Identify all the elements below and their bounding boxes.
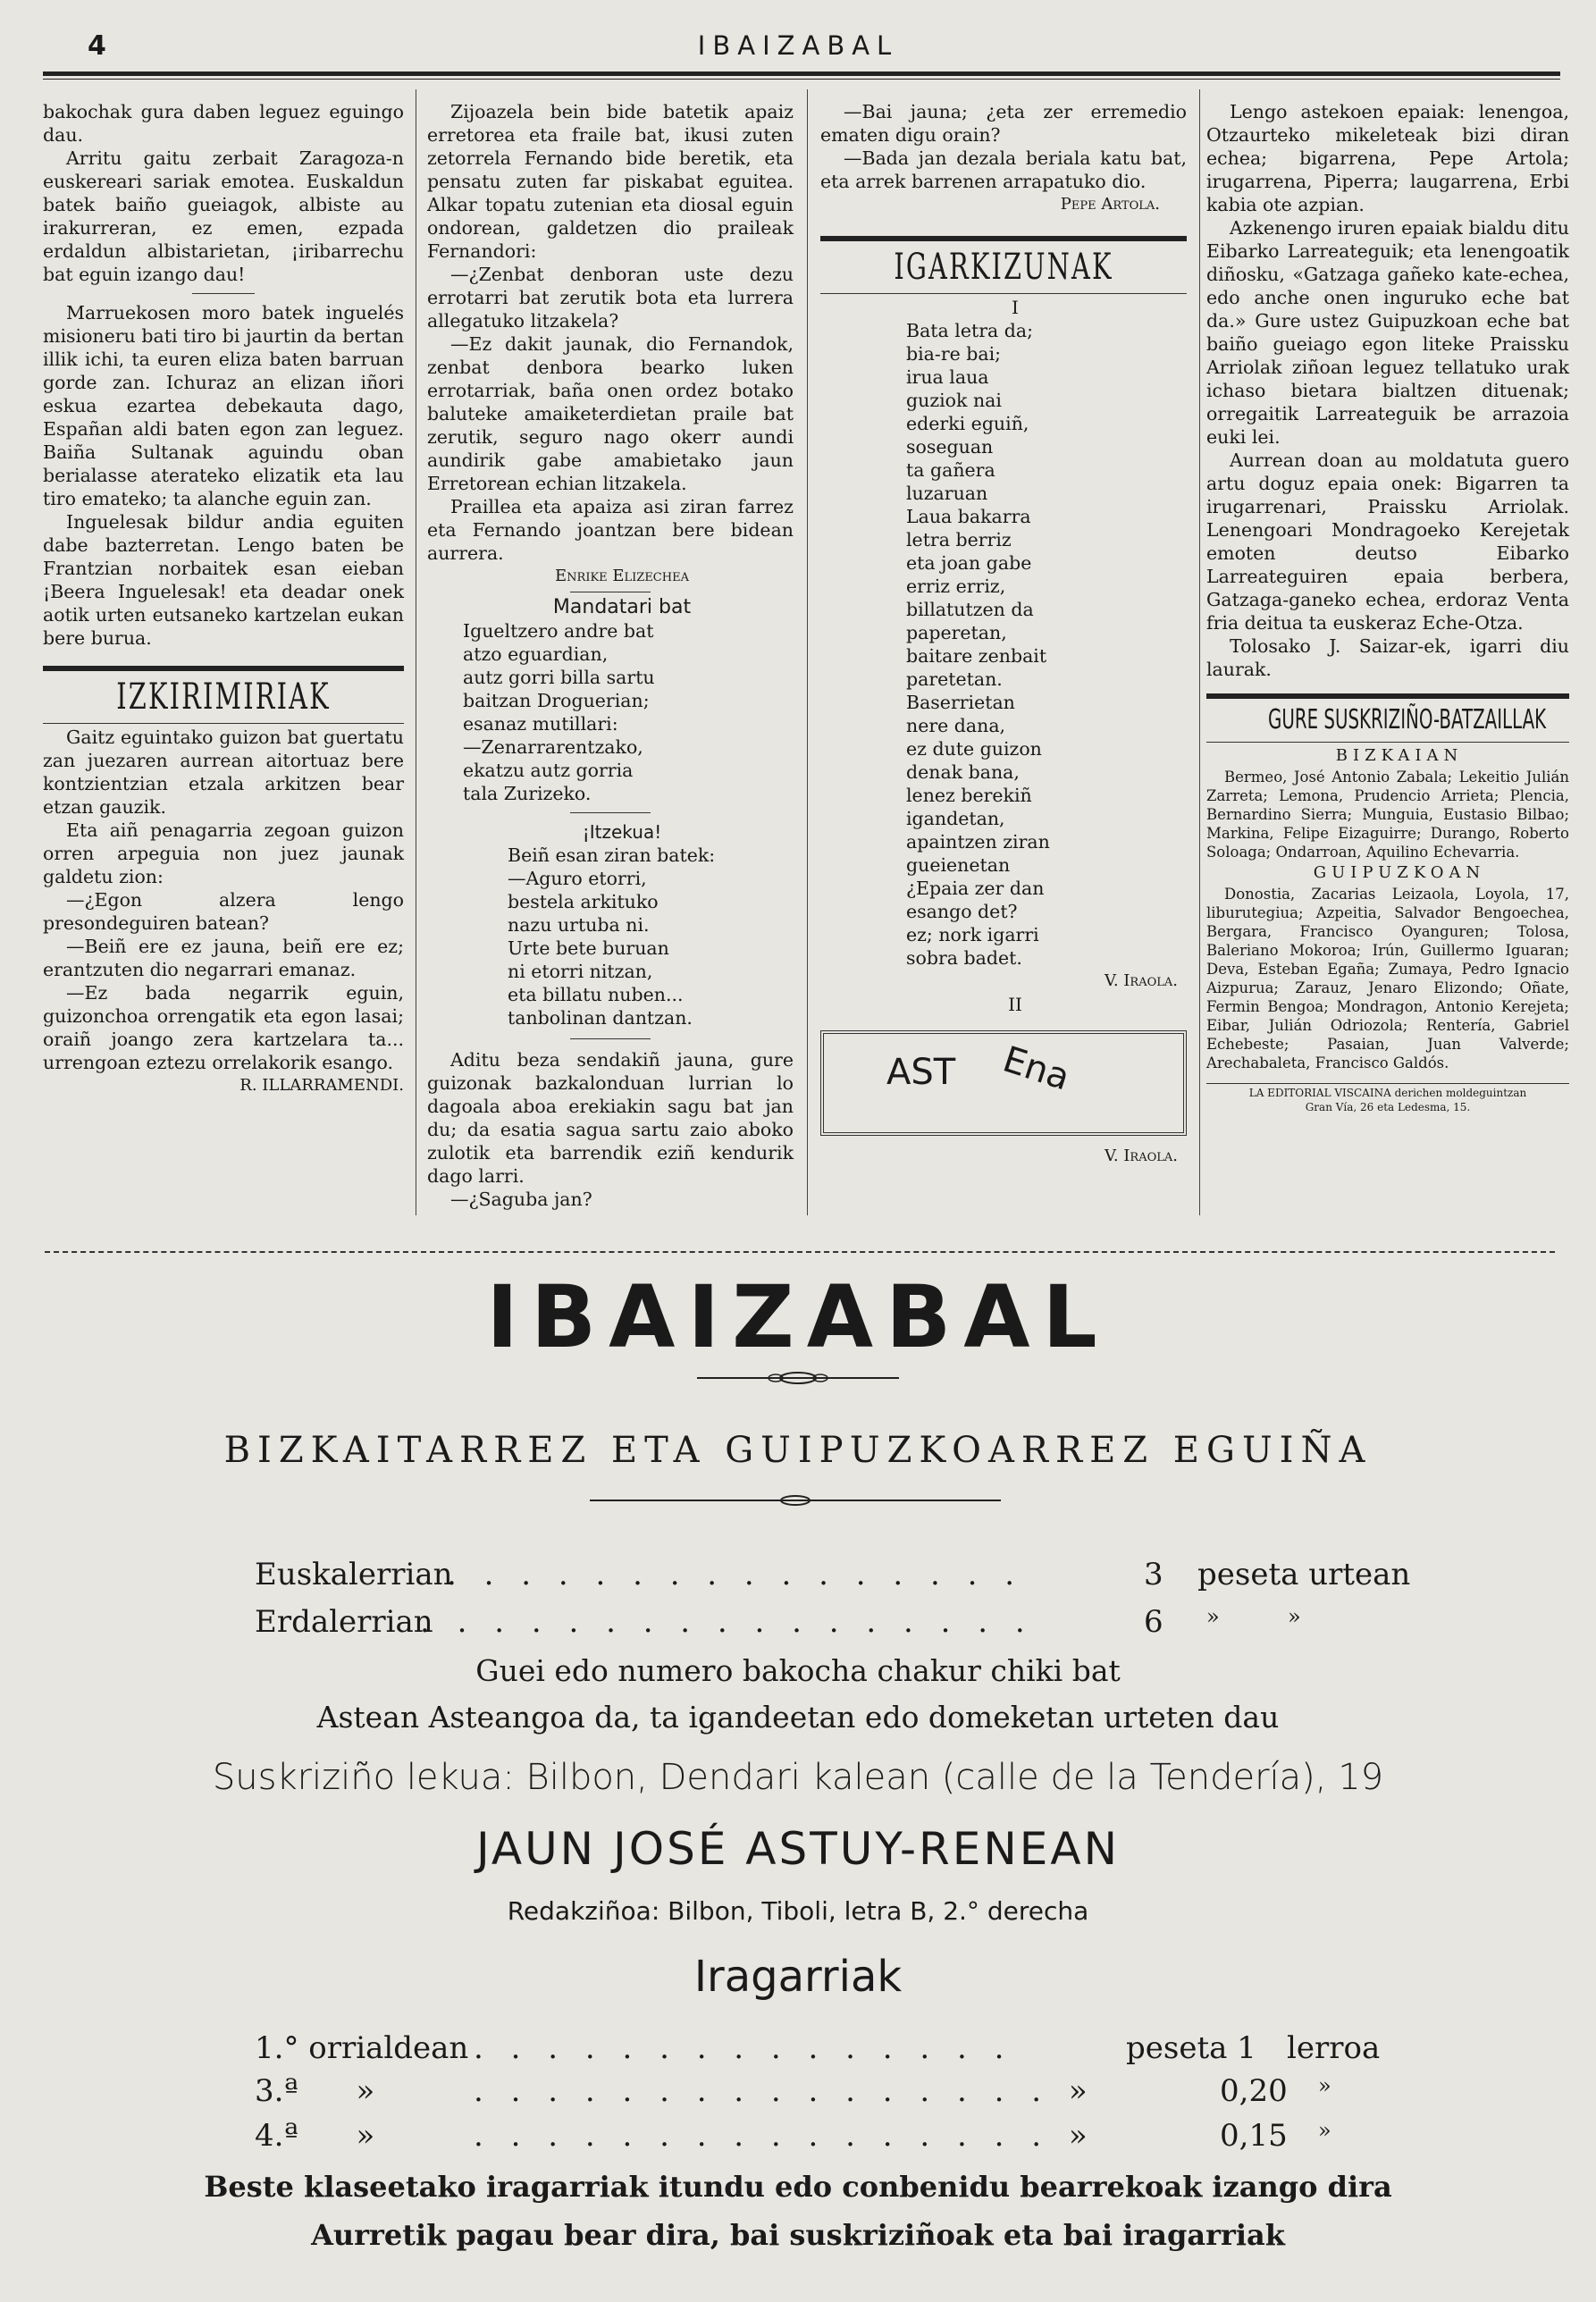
column-2 — [427, 100, 794, 1211]
col1-paragraph: Inguelesak bildur andia eguiten dabe bazterretan. Lengo baten be Frantzian norbaitek esan eieban ¡Beera Inguelesak! eta deadar onek aotik urten eutsaneko kartzelan eukan bere burua. — [43, 511, 404, 649]
info-line: Guei edo numero bakocha chakur chiki bat — [475, 1653, 1121, 1688]
ad-amount: 0,20 — [1220, 2073, 1288, 2109]
riddle-line: letra berriz — [906, 529, 1012, 550]
divider — [570, 812, 651, 813]
riddle-line: igandetan, — [906, 808, 1005, 829]
col2-paragraph: —Ez dakit jaunak, dio Fernandok, zenbat denbora bearko luken errotarriak, baña onen ordez botako baluteke amaiketerdietan praile bat zerutik, seguro nago okerr aundi aundirik gabe amabietako jaun Erretorean echian litzakela. — [427, 333, 794, 494]
riddle-number: II — [1008, 994, 1022, 1015]
column-divider — [1199, 89, 1200, 1215]
ad-unit: » — [1318, 2073, 1331, 2098]
poem-line: bestela arkituko — [508, 891, 659, 912]
riddle-line: baitare zenbait — [906, 645, 1047, 667]
riddle-line: nere dana, — [906, 715, 1006, 736]
rate-dots: . . . . . . . . . . . . . . . . — [447, 1557, 1024, 1592]
col2-paragraph: Zijoazela bein bide batetik apaiz erretorea eta fraile bat, ikusi zuten zetorrela Fernando bide beretik, eta pensatu zuten far piskabat eguitea. Alkar topatu zutenian eta diosal eguin ondorean, galdetzen dio praileak Fernandori: — [427, 101, 794, 262]
province-list: Bermeo, José Antonio Zabala; Lekeitio Julián Zarreta; Lemona, Prudencio Arrieta; Plencia, Bernardino Sierra; Munguia, Eustasio Bilbao; Markina, Felipe Eizaguirre; Durango, Roberto Soloaga; Ondarroan, Aquilino Echevarria. — [1206, 769, 1569, 861]
rate-amount: 3 — [1144, 1557, 1163, 1592]
section-title-suskriziño: GURE SUSKRIZIÑO-BATZAILLAK — [1268, 704, 1547, 735]
section-rule — [43, 666, 404, 671]
ad-amount: 0,15 — [1220, 2118, 1288, 2154]
masthead-subtitle: BIZKAITARREZ ETA GUIPUZKOARREZ EGUIÑA — [223, 1430, 1373, 1471]
ornament-icon — [590, 1494, 1001, 1507]
footer-line: Aurretik pagau bear dira, bai suskriziñoak eta bai iragarriak — [311, 2218, 1285, 2252]
poem — [427, 844, 794, 1029]
poem-line: tala Zurizeko. — [463, 783, 592, 804]
poem-line: ni etorri nitzan, — [508, 961, 653, 982]
section-rule — [1206, 693, 1569, 699]
separator-rule — [45, 1251, 1555, 1253]
province-heading: BIZKAIAN — [1335, 746, 1464, 765]
riddle-line: denak bana, — [906, 761, 1020, 783]
signature: Pepe Artola. — [1060, 195, 1160, 214]
ad-dots: . . . . . . . . . . . . . . . — [474, 2030, 1013, 2066]
riddle-line: esango det? — [906, 901, 1018, 922]
column-3 — [820, 100, 1187, 1168]
poem-title: ¡Itzekua! — [582, 821, 662, 843]
poem-line: tanbolinan dantzan. — [508, 1007, 693, 1029]
owner-line: JAUN JOSÉ ASTUY-RENEAN — [476, 1823, 1120, 1875]
ads-title: Iragarriak — [693, 1952, 903, 2002]
rate-unit: » » — [1206, 1604, 1301, 1629]
col1-paragraph: bakochak gura daben leguez eguingo dau. — [43, 101, 404, 146]
riddle-line: luzaruan — [906, 483, 988, 504]
poem-line: baitzan Droguerian; — [463, 690, 650, 711]
riddle-line: Laua bakarra — [906, 506, 1031, 527]
poem — [427, 619, 794, 805]
riddle-line: paretetan. — [906, 668, 1003, 690]
riddle-line: billatutzen da — [906, 599, 1034, 620]
poem-line: —Zenarrarentzako, — [463, 736, 643, 758]
riddle-line: eta joan gabe — [906, 552, 1032, 574]
ad-unit: lerroa — [1287, 2030, 1381, 2066]
col2-paragraph: Praillea eta apaiza asi ziran farrez eta Fernando joantzan bere bidean aurrera. — [427, 496, 794, 564]
ad-label: 4.ª » — [255, 2118, 375, 2154]
running-title: IBAIZABAL — [697, 30, 899, 61]
section-rule-thin — [43, 723, 404, 724]
col2-paragraph: Aditu beza sendakiñ jauna, gure guizonak bazkalonduan lurrian lo dagoala aboa erekiakin sagu bat jan du; da esatia sagua sartu zaio aboko zulotik eta barrendik eziñ kendurik dago larri. — [427, 1049, 794, 1187]
rate-label: Erdalerrian — [255, 1604, 433, 1640]
col1-paragraph: Eta aiñ penagarria zegoan guizon orren arpeguia non juez jaunak galdetu zion: — [43, 819, 404, 887]
col1-paragraph: —Beiñ ere ez jauna, beiñ ere ez; erantzuten dio negarrari emanaz. — [43, 936, 404, 980]
col1-paragraph: —¿Egon alzera lengo presondeguiren batean? — [43, 889, 404, 934]
signature: V. Iraola. — [1105, 1147, 1178, 1165]
footer-line: Beste klaseetako iragarriak itundu edo conbenidu bearrekoak izango dira — [204, 2170, 1392, 2204]
col1-paragraph: Arritu gaitu zerbait Zaragoza-n euskereari sariak emotea. Euskaldun batek baiño gueiagok, albiste au irakurreran, ez emen, ezpada erdaldun albistarietan, ¡iribarrechu bat eguin izango dau! — [43, 147, 404, 285]
column-4 — [1206, 100, 1569, 1114]
section-title-igarkizunak: IGARKIZUNAK — [894, 247, 1113, 288]
poem-line: eta billatu nuben... — [508, 984, 684, 1005]
poem-title: Mandatari bat — [552, 596, 692, 618]
poem-line: autz gorri billa sartu — [463, 667, 655, 688]
riddle-line: paperetan, — [906, 622, 1007, 643]
rate-dots: . . . . . . . . . . . . . . . . . — [420, 1604, 1034, 1640]
header-rule — [43, 71, 1560, 80]
column-divider — [807, 89, 808, 1215]
riddle-line: sobra badet. — [906, 947, 1022, 969]
riddle-line: irua laua — [906, 366, 989, 388]
info-line: Astean Asteangoa da, ta igandeetan edo domeketan urteten dau — [316, 1700, 1280, 1735]
section-rule-thin — [1206, 742, 1569, 743]
section-title-izkirimiriak: IZKIRIMIRIAK — [116, 676, 331, 718]
riddle-text-right: Ena — [997, 1038, 1075, 1099]
riddle-line: soseguan — [906, 436, 994, 458]
riddle-line: ederki eguiñ, — [906, 413, 1029, 434]
col1-paragraph: Gaitz eguintako guizon bat guertatu zan juezaren aurrean aitortuaz bere kontzientzian etzala arkitzen bear etzan gauzik. — [43, 727, 404, 818]
divider — [192, 293, 255, 294]
col3-paragraph: —Bai jauna; ¿eta zer erremedio ematen digu orain? — [820, 101, 1187, 146]
col4-paragraph: Tolosako J. Saizar-ek, igarri diu laurak. — [1206, 635, 1569, 680]
column-1 — [43, 100, 404, 1097]
rate-label: Euskalerrian — [255, 1557, 453, 1592]
col2-paragraph: —¿Zenbat denboran uste dezu errotarri bat zerutik bota eta lurrera allegatuko litzakela? — [427, 264, 794, 332]
signature: V. Iraola. — [1105, 971, 1178, 990]
address-line: Suskriziño lekua: Bilbon, Dendari kalean (calle de la Tendería), 19 — [212, 1757, 1384, 1798]
riddle-line: apaintzen ziran — [906, 831, 1050, 853]
col3-paragraph: —Bada jan dezala beriala katu bat, eta arrek barrenen arrapatuko dio. — [820, 147, 1187, 192]
editorial-line: Redakziñoa: Bilbon, Tiboli, letra B, 2.° derecha — [507, 1896, 1089, 1926]
ad-amount: peseta 1 — [1126, 2030, 1256, 2066]
riddle-number: I — [1012, 297, 1019, 318]
poem-line: atzo eguardian, — [463, 643, 609, 665]
riddle-verse — [820, 319, 1187, 970]
riddle-line: Bata letra da; — [906, 320, 1033, 341]
ad-label: 1.° orrialdean — [255, 2030, 469, 2066]
ad-dots: . . . . . . . . . . . . . . . . » — [474, 2118, 1096, 2154]
riddle-text-left: AST — [886, 1052, 956, 1093]
poem-line: nazu urtuba ni. — [508, 914, 650, 936]
imprint-line: Gran Vía, 26 eta Ledesma, 15. — [1305, 1101, 1471, 1113]
poem-line: —Aguro etorri, — [508, 868, 647, 889]
divider — [570, 1038, 651, 1039]
riddle-line: Baserrietan — [906, 692, 1015, 713]
riddle-line: gueienetan — [906, 854, 1011, 876]
riddle-line: ez dute guizon — [906, 738, 1042, 760]
rate-unit: peseta urtean — [1197, 1557, 1411, 1592]
province-heading: GUIPUZKOAN — [1313, 863, 1486, 882]
col4-paragraph: Aurrean doan au moldatuta guero artu doguz epaia onek: Bigarren ta irugarrenari, Praissku Arriolak. Lenengoari Mondragoeko Kerejetak emoten deutso Eibarko Larreateguiren epaia berbera, Gatzaga-ganeko echea, erdoraz Venta fria deitua ta euskeraz Eche-Otza. — [1206, 449, 1569, 634]
masthead-title: IBAIZABAL — [486, 1267, 1110, 1367]
poem-line: ekatzu autz gorria — [463, 760, 634, 781]
riddle-line: guziok nai — [906, 390, 1002, 411]
province-list: Donostia, Zacarias Leizaola, Loyola, 17, liburutegiua; Azpeitia, Salvador Bengoechea, Bergara, Francisco Oyanguren; Tolosa, Baleriano Mokoroa; Irún, Guillermo Iguaran; Deva, Esteban Egaña; Zumaya, Pedro Ignacio Aizpurua; Zarauz, Jenaro Elizondo; Oñate, Fermin Bengoa; Mondragon, Antonio Kerejeta; Eibar, Julián Odriozola; Rentería, Gabriel Echebeste; Pasaian, Juan Valverde; Arechabaleta, Francisco Galdós. — [1206, 886, 1569, 1071]
poem-line: Urte bete buruan — [508, 937, 669, 959]
col1-paragraph: Marruekosen moro batek inguelés misioneru bati tiro bi jaurtin da bertan illik ichi, ta euren eliza baten barruan gorde zan. Ichuraz an elizan iñori eskua ezartea debekauta dago, Españan aldi baten egon zan leguez. Baiña Sultanak aguindu oban berialasse aterateko elizatik eta lau tiro emateko; ta alanche eguin zan. — [43, 302, 404, 509]
col4-paragraph: Lengo astekoen epaiak: lenengoa, Otzaurteko mikeleteak bizi diran echea; bigarrena, Pepe Artola; irugarrena, Piperra; laugarrena, Erbi kabia ote azpian. — [1206, 101, 1569, 215]
ad-unit: » — [1318, 2118, 1331, 2143]
ad-label: 3.ª » — [255, 2073, 375, 2109]
riddle-line: ez; nork igarri — [906, 924, 1039, 945]
section-rule-thin — [820, 293, 1187, 294]
riddle-picture-box — [820, 1030, 1187, 1136]
poem-line: Igueltzero andre bat — [463, 620, 654, 642]
signature: R. ILLARRAMENDI. — [239, 1076, 404, 1095]
poem-line: Beiñ esan ziran batek: — [508, 844, 716, 866]
imprint-rule — [1206, 1083, 1569, 1084]
signature: Enrike Elizechea — [555, 567, 689, 585]
riddle-line: ta gañera — [906, 459, 995, 481]
riddle-line: bia-re bai; — [906, 343, 1002, 365]
poem-line: esanaz mutillari: — [463, 713, 618, 735]
col2-paragraph: —¿Saguba jan? — [450, 1189, 592, 1210]
riddle-line: lenez berekiñ — [906, 785, 1032, 806]
riddle-line: erriz erriz, — [906, 576, 1006, 597]
imprint-line: LA EDITORIAL VISCAINA derichen moldeguintzan — [1248, 1087, 1527, 1099]
ornament-icon — [697, 1372, 899, 1384]
section-rule — [820, 236, 1187, 241]
page-number: 4 — [88, 30, 106, 62]
ad-dots: . . . . . . . . . . . . . . . . » — [474, 2073, 1096, 2109]
col4-paragraph: Azkenengo iruren epaiak bialdu ditu Eibarko Larreateguik; eta lenengoatik diñosku, «Gatzaga gañeko kate-echea, edo anche onen inguruko eche bat da.» Gure ustez Guipuzkoan eche bat baiño gueiago egon liteke Praissku Arriolak ziñoan leguez tellatuko urak ichaso bietara bialtzen dituenak; orregaitik Larreateguik be arrazoia euki lei. — [1206, 217, 1569, 448]
riddle-line: ¿Epaia zer dan — [906, 878, 1045, 899]
rate-amount: 6 — [1144, 1604, 1163, 1640]
col1-paragraph: —Ez bada negarrik eguin, guizonchoa orrengatik eta egon lasai; oraiñ joango zera kartzelara ta... urrengoan eztezu orrelakorik esango. — [43, 982, 404, 1073]
